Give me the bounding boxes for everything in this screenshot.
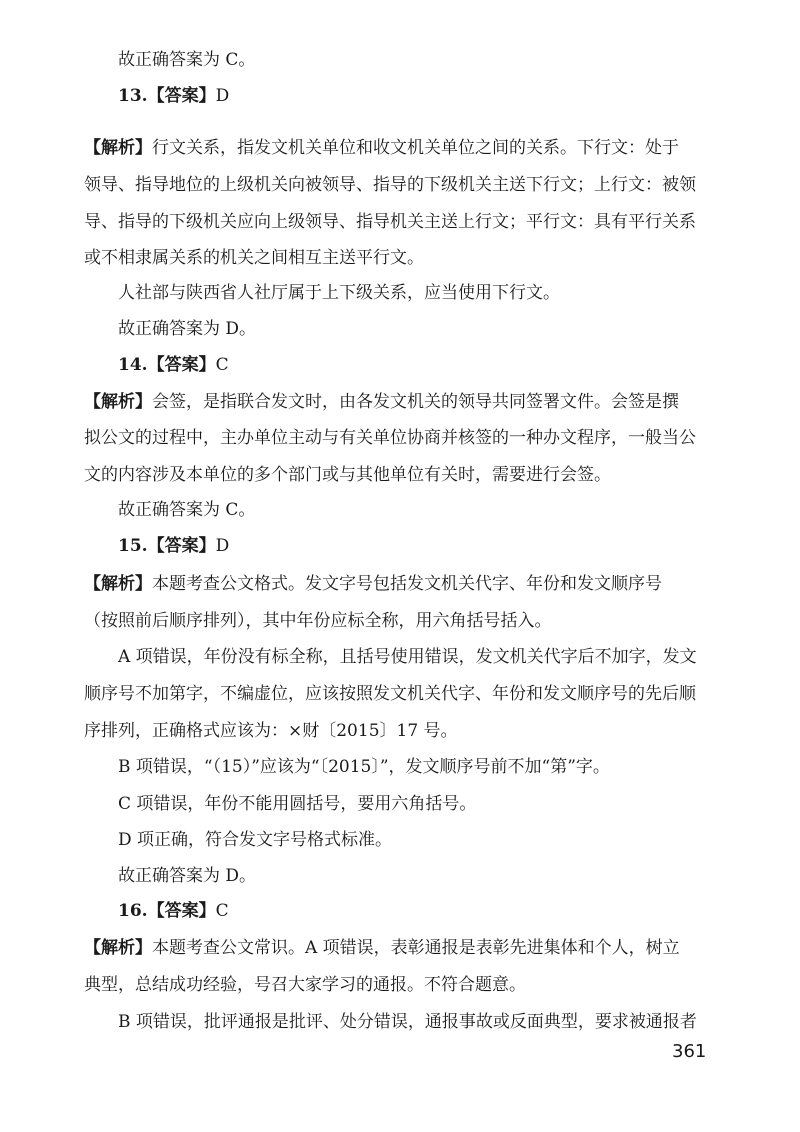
text-line (0, 754, 800, 780)
text-line (0, 47, 800, 73)
text-line (0, 644, 800, 670)
text-line (0, 898, 800, 924)
answer-label: 13.【答案】 (118, 86, 216, 106)
line-text: C (215, 355, 229, 375)
text-line (0, 135, 800, 161)
line-text: 故正确答案为 D。 (118, 319, 257, 339)
text-line (0, 863, 800, 889)
line-text: 本题考查公文格式。发文字号包括发文机关代字、年份和发文顺序号 (152, 574, 662, 594)
answer-label: 【解析】 (84, 574, 152, 594)
line-text: 顺序号不加第字，不编虚位，应该按照发文机关代字、年份和发文顺序号的先后顺 (84, 684, 696, 704)
line-text: 导、指导的下级机关应向上级领导、指导机关主送上行文；平行文：具有平行关系 (84, 212, 696, 232)
text-line (0, 827, 800, 853)
text-line (0, 389, 800, 415)
line-text: 会签，是指联合发文时，由各发文机关的领导共同签署文件。会签是撰 (152, 392, 679, 412)
text-line (0, 83, 800, 109)
line-text: A 项错误，年份没有标全称，且括号使用错误，发文机关代字后不加字，发文 (118, 647, 697, 667)
text-line (0, 935, 800, 961)
text-line (0, 316, 800, 342)
line-text: 文的内容涉及本单位的多个部门或与其他单位有关时，需要进行会签。 (84, 465, 611, 485)
text-line (0, 280, 800, 306)
line-text: 故正确答案为 C。 (118, 50, 256, 70)
line-text: 故正确答案为 C。 (118, 500, 256, 520)
text-line (0, 791, 800, 817)
text-line (0, 497, 800, 523)
line-text: B 项错误，批评通报是批评、处分错误，通报事故或反面典型，要求被通报者 (118, 1012, 697, 1032)
text-line (0, 571, 800, 597)
text-line (0, 352, 800, 378)
line-text: 序排列，正确格式应该为：×财〔2015〕17 号。 (84, 721, 458, 741)
text-line (0, 1009, 800, 1035)
line-text: （按照前后顺序排列），其中年份应标全称，用六角括号括入。 (84, 611, 552, 631)
text-line (0, 972, 800, 998)
line-text: C 项错误，年份不能用圆括号，要用六角括号。 (118, 794, 477, 814)
text-line (0, 425, 800, 451)
text-line (0, 608, 800, 634)
line-text: B 项错误，“（15）”应该为“〔2015〕”，发文顺序号前不加“第”字。 (118, 757, 610, 777)
line-text: D (215, 86, 230, 106)
text-line (0, 209, 800, 235)
line-text: 本题考查公文常识。A 项错误，表彰通报是表彰先进集体和个人，树立 (152, 938, 680, 958)
answer-label: 【解析】 (84, 938, 152, 958)
line-text: 拟公文的过程中，主办单位主动与有关单位协商并核签的一种办文程序，一般当公 (84, 428, 696, 448)
line-text: 行文关系，指发文机关单位和收文机关单位之间的关系。下行文：处于 (152, 138, 679, 158)
answer-label: 【解析】 (84, 392, 152, 412)
text-line (0, 172, 800, 198)
answer-label: 15.【答案】 (118, 536, 216, 556)
text-line (0, 681, 800, 707)
text-line (0, 462, 800, 488)
text-line (0, 245, 800, 271)
text-line (0, 533, 800, 559)
line-text: 领导、指导地位的上级机关向被领导、指导的下级机关主送下行文；上行文：被领 (84, 175, 696, 195)
line-text: 或不相隶属关系的机关之间相互主送平行文。 (84, 248, 424, 268)
text-line (0, 718, 800, 744)
answer-label: 【解析】 (84, 138, 152, 158)
line-text: 人社部与陕西省人社厅属于上下级关系，应当使用下行文。 (118, 283, 560, 303)
line-text: 典型，总结成功经验，号召大家学习的通报。不符合题意。 (84, 975, 526, 995)
answer-label: 16.【答案】 (118, 901, 216, 921)
line-text: 故正确答案为 D。 (118, 866, 257, 886)
line-text: D 项正确，符合发文字号格式标准。 (118, 830, 393, 850)
answer-label: 14.【答案】 (118, 355, 216, 375)
page-number: 361 (672, 1041, 707, 1062)
line-text: D (215, 536, 230, 556)
line-text: C (215, 901, 229, 921)
